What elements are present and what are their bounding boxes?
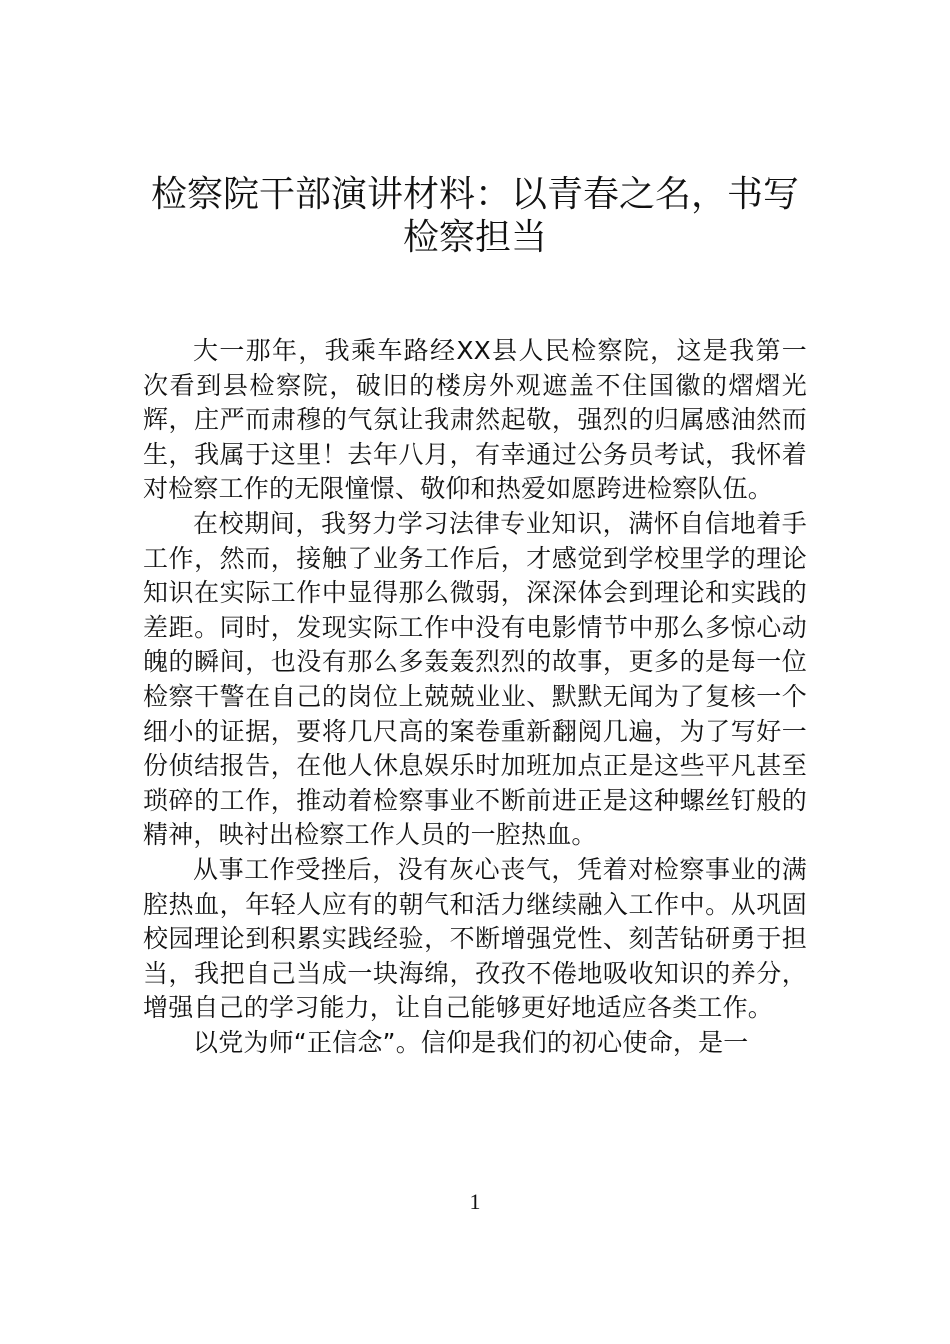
paragraph-1: 大一那年，我乘车路经XX县人民检察院，这是我第一次看到县检察院，破旧的楼房外观遮盖不住国徽的熠熠光辉，庄严而肃穆的气氛让我肃然起敬，强烈的归属感油然而生，我属于这里！去年八月，有幸通过公务员考试，我怀着对检察工作的无限憧憬、敬仰和热爱如愿跨进检察队伍。 [143, 336, 807, 504]
paragraph-3: 从事工作受挫后，没有灰心丧气，凭着对检察事业的满腔热血，年轻人应有的朝气和活力继续融入工作中。从巩固校园理论到积累实践经验，不断增强党性、刻苦钻研勇于担当，我把自己当成一块海绵，孜孜不倦地吸收知识的养分，增强自己的学习能力，让自己能够更好地适应各类工作。 [143, 854, 807, 1023]
document-title-line-1: 检察院干部演讲材料：以青春之名，书写 [150, 174, 799, 215]
page-number: 1 [469, 1189, 481, 1214]
document-body [143, 334, 807, 1060]
paragraph-4: 以党为师“正信念”。信仰是我们的初心使命，是一 [193, 1027, 749, 1057]
paragraph-2: 在校期间，我努力学习法律专业知识，满怀自信地着手工作，然而，接触了业务工作后，才感觉到学校里学的理论知识在实际工作中显得那么微弱，深深体会到理论和实践的差距。同时，发现实际工作中没有电影情节中那么多惊心动魄的瞬间，也没有那么多轰轰烈烈的故事，更多的是每一位检察干警在自己的岗位上兢兢业业、默默无闻为了复核一个细小的证据，要将几尺高的案卷重新翻阅几遍，为了写好一份侦结报告，在他人休息娱乐时加班加点正是这些平凡甚至琐碎的工作，推动着检察事业不断前进正是这种螺丝钉般的精神，映衬出检察工作人员的一腔热血。 [143, 508, 807, 850]
document-title-line-2: 检察担当 [402, 217, 547, 258]
